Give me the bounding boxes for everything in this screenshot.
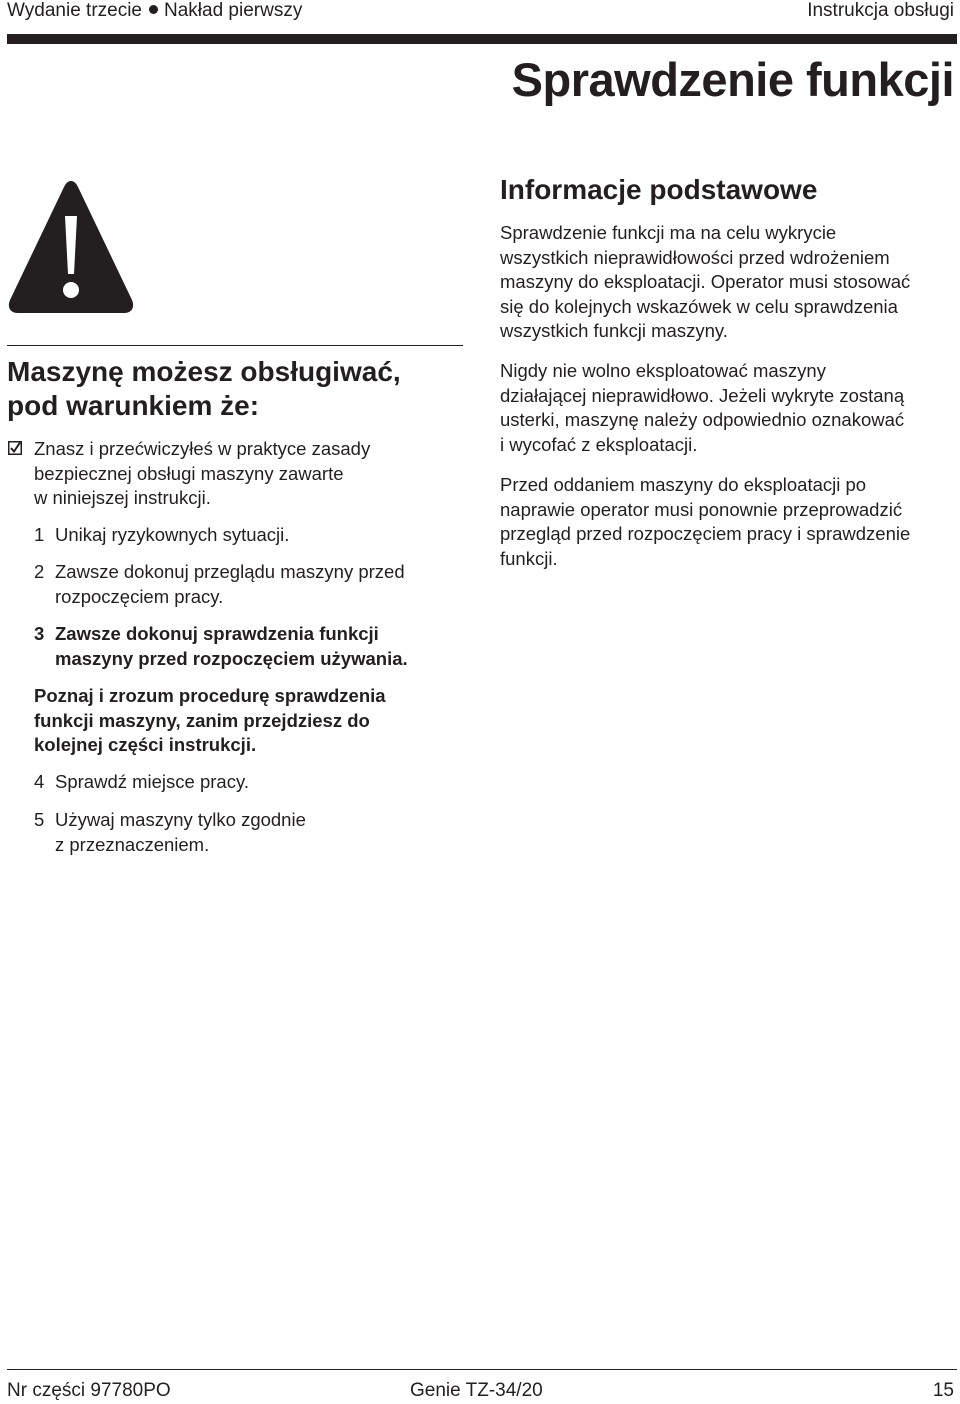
check-item-line2: bezpiecznej obsługi maszyny zawarte	[34, 462, 344, 484]
paragraph-line: maszyny do eksploatacji. Operator musi stosować	[500, 271, 911, 292]
list-item-number: 1	[34, 524, 45, 545]
header-edition	[7, 0, 302, 22]
list-item-line1: Unikaj ryzykownych sytuacji.	[55, 524, 290, 545]
list-item-2	[34, 560, 405, 609]
list-item-5	[34, 808, 306, 857]
list-item-1	[34, 523, 289, 548]
checkbox-checked-icon	[8, 441, 22, 455]
paragraph-line: Nigdy nie wolno eksploatować maszyny	[500, 360, 826, 381]
section-heading: Informacje podstawowe	[500, 174, 818, 205]
bullet-icon	[149, 5, 158, 14]
list-item-line1: Zawsze dokonuj przeglądu maszyny przed	[55, 561, 405, 582]
list-item-line2: maszyny przed rozpoczęciem używania.	[55, 647, 408, 669]
list-item-3	[34, 622, 408, 671]
list-item-line1: Zawsze dokonuj sprawdzenia funkcji	[55, 623, 379, 644]
check-item-text	[34, 437, 370, 511]
edition-text: Wydanie trzecie	[7, 0, 142, 21]
page-title: Sprawdzenie funkcji	[511, 53, 954, 106]
conditions-heading-line1: Maszynę możesz obsługiwać,	[7, 356, 401, 387]
list-item-4	[34, 770, 249, 795]
paragraph-line: wszystkich funkcji maszyny.	[500, 320, 728, 341]
paragraph-line: się do kolejnych wskazówek w celu sprawdzenia	[500, 295, 898, 317]
paragraph-line: i wycofać z eksploatacji.	[500, 433, 698, 455]
list-item-number: 2	[34, 561, 45, 582]
conditions-heading-line2: pod warunkiem że:	[7, 390, 260, 421]
footer-part-number: Nr części 97780PO	[7, 1380, 171, 1401]
paragraph-line: usterki, maszynę należy odpowiednio oznakować	[500, 409, 905, 430]
paragraph-line: wszystkich nieprawidłowości przed wdrożeniem	[500, 246, 890, 268]
top-rule	[7, 34, 957, 44]
note-line1: Poznaj i zrozum procedurę sprawdzenia	[34, 685, 386, 706]
check-item-line3: w niniejszej instrukcji.	[34, 487, 211, 508]
paragraph-line: naprawie operator musi ponownie przeprowadzić	[500, 498, 903, 520]
warning-icon	[7, 178, 135, 316]
list-item-line1: Używaj maszyny tylko zgodnie	[55, 809, 306, 830]
printing-text: Nakład pierwszy	[164, 0, 303, 21]
conditions-heading	[7, 355, 447, 423]
paragraph-3	[500, 473, 910, 571]
check-item-line1: Znasz i przećwiczyłeś w praktyce zasady	[34, 438, 371, 459]
paragraph-line: działającej nieprawidłowo. Jeżeli wykryte zostaną	[500, 384, 905, 406]
footer-model: Genie TZ-34/20	[410, 1380, 543, 1401]
note-line3: kolejnej części instrukcji.	[34, 734, 257, 755]
footer-page-number: 15	[932, 1380, 954, 1401]
paragraph-line: przegląd przed rozpoczęciem pracy i sprawdzenie	[500, 523, 911, 544]
paragraph-1	[500, 221, 910, 344]
paragraph-line: funkcji.	[500, 547, 558, 569]
list-item-number: 4	[34, 771, 45, 792]
paragraph-line: Przed oddaniem maszyny do eksploatacji po	[500, 474, 867, 495]
note-line2: funkcji maszyny, zanim przejdziesz do	[34, 709, 370, 731]
footer-rule	[7, 1369, 957, 1370]
left-divider	[7, 345, 463, 346]
list-item-line2: rozpoczęciem pracy.	[55, 585, 224, 607]
list-item-number: 3	[34, 623, 45, 644]
list-item-line1: Sprawdź miejsce pracy.	[55, 771, 249, 792]
procedure-note	[34, 684, 386, 758]
header-manual: Instrukcja obsługi	[807, 0, 954, 21]
list-item-line2: z przeznaczeniem.	[55, 833, 210, 855]
list-item-number: 5	[34, 809, 45, 830]
paragraph-line: Sprawdzenie funkcji ma na celu wykrycie	[500, 222, 837, 243]
paragraph-2	[500, 359, 904, 457]
